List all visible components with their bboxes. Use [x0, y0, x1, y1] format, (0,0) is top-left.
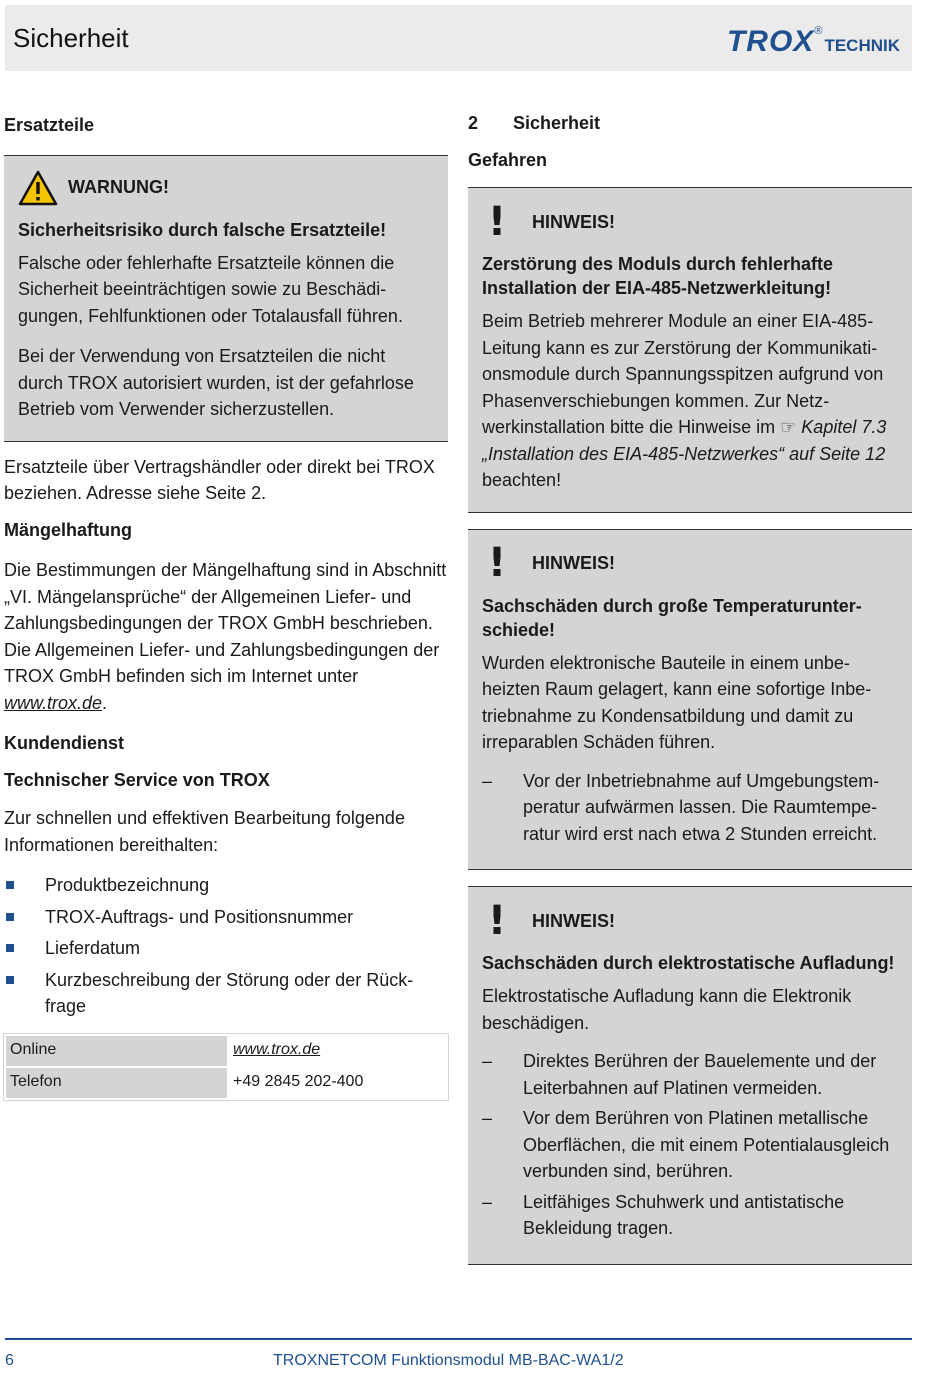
ersatzteile-text: Ersatzteile über Vertragshändler oder direkt bei TROX beziehen. Adresse siehe Seite 2.: [4, 456, 435, 503]
notice-box-2: [468, 529, 912, 871]
notice-action-list: [482, 768, 898, 848]
exclamation-icon: !: [487, 897, 507, 944]
maengel-heading: Mängelhaftung: [4, 519, 132, 540]
list-item: – Direktes Berühren der Bauelemente und der Leiterbahnen auf Platinen vermeiden.: [482, 1048, 898, 1101]
list-item: Lieferdatum: [4, 935, 448, 962]
notice-box-3: [468, 886, 912, 1265]
contact-key-online: Online: [5, 1035, 228, 1067]
logo-sub: TECHNIK: [824, 36, 900, 55]
kundendienst-heading: Kundendienst: [4, 733, 124, 753]
square-bullet-icon: [6, 944, 14, 952]
contact-value-online: [228, 1035, 447, 1067]
warning-title: WARNUNG!: [68, 177, 169, 198]
notice-action-list: [482, 1048, 898, 1242]
page-header: [5, 5, 912, 71]
ersatzteile-heading: Ersatzteile: [4, 115, 95, 135]
list-item: – Vor der Inbetriebnahme auf Umgebungstemperatur aufwärmen lassen. Die Raumtemperatur wird erst nach etwa 2 Stunden erreicht.: [482, 768, 898, 848]
service-heading: Technischer Service von TROX: [4, 769, 270, 790]
logo-registered: ®: [814, 25, 823, 37]
warning-text-2: Bei der Verwendung von Ersatzteilen die nicht durch TROX autorisiert wurden, ist der gefahrlose Betrieb vom Verwender sicherzustellen.: [18, 346, 414, 419]
square-bullet-icon: [6, 881, 14, 889]
contact-value-telefon: +49 2845 202-400: [228, 1067, 447, 1099]
service-text: Zur schnellen und effektiven Bearbeitung folgende Informationen bereithalten:: [4, 808, 405, 855]
notice-text: Wurden elektronische Bauteile in einem unbeheizten Raum gelagert, kann eine sofortige Inbetriebnahme zu Kondensatbildung und damit zu irreparablen Schäden führen.: [482, 652, 872, 752]
contact-key-telefon: Telefon: [5, 1067, 228, 1099]
maengel-body: Die Bestimmungen der Mängelhaftung sind in Abschnitt „VI. Mängelansprüche“ der Allgemeinen Liefer- und Zahlungsbedingungen der TROX GmbH beschrieben. Die Allgemeinen Liefer- und Zahlungsbedingungen der TROX GmbH befinden sich im Internet unter: [4, 560, 447, 686]
logo-main: TROX: [726, 25, 815, 58]
list-item: TROX-Auftrags- und Positionsnummer: [4, 904, 448, 931]
contact-website-link[interactable]: www.trox.de: [233, 1041, 321, 1059]
list-item: Produktbezeichnung: [4, 872, 448, 899]
warning-text-1: Falsche oder fehlerhafte Ersatzteile können die Sicherheit beeinträchtigen sowie zu Beschädigungen, Fehlfunktionen oder Totalausfall führen.: [18, 252, 403, 326]
list-item: Kurzbeschreibung der Störung oder der Rückfrage: [4, 967, 448, 1020]
footer-divider: [5, 1338, 912, 1340]
notice-bold: Zerstörung des Moduls durch fehlerhafte Installation der EIA-485-Netzwerkleitung!: [482, 254, 834, 298]
chapter-link-icon: ☞: [780, 417, 797, 437]
page-number: 6: [5, 1352, 14, 1369]
exclamation-icon: !: [487, 540, 507, 587]
section-heading: [468, 110, 912, 137]
document-title: TROXNETCOM Funktionsmodul MB-BAC-WA1/2: [273, 1352, 624, 1369]
notice-text: Beim Betrieb mehrerer Module an einer EIA-485-Leitung kann es zur Zerstörung der Kommunikationsmodule durch Spannungsspitzen aufgrund von Phasenverschiebungen kommen. Zur Netzwerkinstallation bitte die Hinweise im ☞ Kapitel 7.3 „Installation des EIA-485-Netzwerkes“ auf Seite 12 beachten!: [482, 311, 887, 490]
table-row: [5, 1067, 447, 1099]
maengel-text: [4, 557, 448, 716]
notice-title: HINWEIS!: [532, 910, 615, 931]
notice-title-row: [482, 897, 898, 944]
warning-triangle-icon: [18, 170, 58, 206]
square-bullet-icon: [6, 976, 14, 984]
contact-table: [4, 1034, 448, 1100]
list-item: – Vor dem Berühren von Platinen metallische Oberflächen, die mit einem Potentialausgleich verbunden sind, berühren.: [482, 1105, 898, 1185]
notice-box-1: [468, 187, 912, 513]
notice-title: HINWEIS!: [532, 211, 615, 232]
notice-title-row: [482, 540, 898, 587]
gefahren-heading: Gefahren: [468, 149, 548, 170]
table-row: [5, 1035, 447, 1067]
notice-title-row: [482, 198, 898, 245]
chapter-link[interactable]: Kapitel 7.3 „Installation des EIA-485-Netzwerkes“ auf Seite 12: [482, 417, 887, 464]
section-number: 2: [468, 113, 479, 133]
notice-bold: Sachschäden durch große Temperaturunterschiede!: [482, 595, 862, 640]
right-column: [468, 110, 912, 1265]
list-item: – Leitfähiges Schuhwerk und antistatische Bekleidung tragen.: [482, 1189, 898, 1242]
warning-box: [4, 155, 448, 442]
warning-bold: Sicherheitsrisiko durch falsche Ersatzteile!: [18, 219, 387, 240]
maengel-end: .: [102, 692, 108, 713]
left-column: [4, 110, 448, 1100]
service-info-list: [4, 872, 448, 1020]
notice-text: Elektrostatische Aufladung kann die Elektronik beschädigen.: [482, 986, 852, 1033]
notice-title: HINWEIS!: [532, 553, 615, 574]
trox-website-link[interactable]: www.trox.de: [4, 692, 103, 713]
square-bullet-icon: [6, 913, 14, 921]
trox-logo: [727, 25, 900, 59]
warning-title-row: [18, 168, 434, 208]
header-title: Sicherheit: [13, 23, 129, 53]
notice-bold: Sachschäden durch elektrostatische Aufladung!: [482, 953, 895, 973]
exclamation-icon: !: [487, 198, 507, 245]
section-title: Sicherheit: [513, 113, 601, 133]
